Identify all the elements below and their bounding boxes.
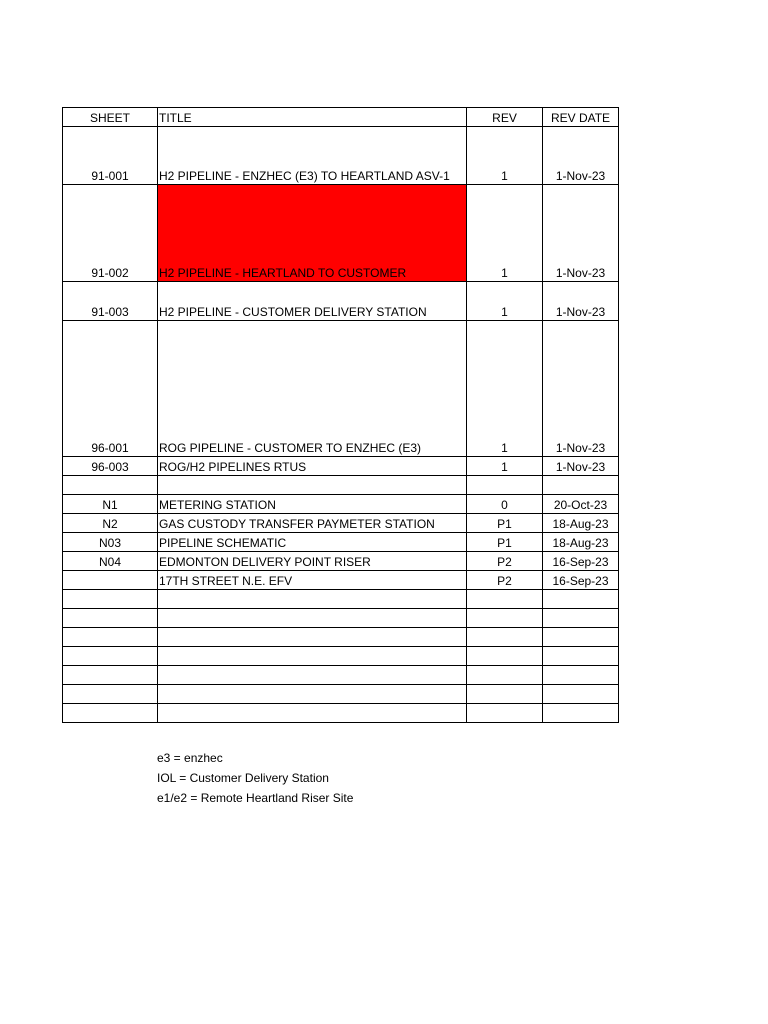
table-row — [63, 476, 619, 495]
cell-sheet — [63, 647, 158, 666]
cell-title — [158, 590, 467, 609]
header-rev: REV — [467, 108, 543, 127]
cell-sheet: 91-003 — [63, 282, 158, 321]
cell-rev — [467, 704, 543, 723]
cell-title: H2 PIPELINE - CUSTOMER DELIVERY STATION — [158, 282, 467, 321]
cell-sheet: N2 — [63, 514, 158, 533]
cell-rev-date — [543, 685, 619, 704]
cell-title — [158, 685, 467, 704]
header-sheet: SHEET — [63, 108, 158, 127]
table-row — [63, 514, 619, 533]
cell-sheet: 91-001 — [63, 127, 158, 185]
cell-rev-date: 20-Oct-23 — [543, 495, 619, 514]
cell-sheet — [63, 476, 158, 495]
note-line: IOL = Customer Delivery Station — [157, 771, 329, 785]
cell-rev-date: 18-Aug-23 — [543, 514, 619, 533]
table-row-highlighted — [63, 185, 619, 282]
table-row — [63, 127, 619, 185]
sheet-index-table — [62, 107, 619, 723]
cell-rev — [467, 590, 543, 609]
cell-rev-date: 18-Aug-23 — [543, 533, 619, 552]
cell-title — [158, 704, 467, 723]
header-row — [63, 108, 619, 127]
cell-rev: 0 — [467, 495, 543, 514]
note-line: e1/e2 = Remote Heartland Riser Site — [157, 791, 354, 805]
cell-sheet: 91-002 — [63, 185, 158, 282]
cell-rev — [467, 666, 543, 685]
table-row — [63, 552, 619, 571]
cell-sheet: N04 — [63, 552, 158, 571]
cell-rev-date — [543, 628, 619, 647]
cell-title — [158, 666, 467, 685]
cell-title — [158, 476, 467, 495]
header-title: TITLE — [158, 108, 467, 127]
cell-rev — [467, 628, 543, 647]
cell-sheet: N1 — [63, 495, 158, 514]
cell-rev-date: 1-Nov-23 — [543, 282, 619, 321]
cell-rev: P1 — [467, 533, 543, 552]
cell-rev-date: 1-Nov-23 — [543, 457, 619, 476]
cell-sheet — [63, 666, 158, 685]
table-row — [63, 321, 619, 457]
cell-sheet — [63, 628, 158, 647]
legend-notes — [157, 750, 353, 810]
cell-title: METERING STATION — [158, 495, 467, 514]
header-rev-date: REV DATE — [543, 108, 619, 127]
table-row — [63, 609, 619, 628]
cell-rev-date — [543, 704, 619, 723]
cell-rev-date: 16-Sep-23 — [543, 571, 619, 590]
cell-sheet: 96-001 — [63, 321, 158, 457]
table-row — [63, 533, 619, 552]
cell-rev-date: 16-Sep-23 — [543, 552, 619, 571]
cell-sheet — [63, 685, 158, 704]
table-row — [63, 647, 619, 666]
cell-rev — [467, 476, 543, 495]
cell-rev: 1 — [467, 457, 543, 476]
cell-rev: 1 — [467, 282, 543, 321]
cell-rev: P2 — [467, 571, 543, 590]
cell-title: GAS CUSTODY TRANSFER PAYMETER STATION — [158, 514, 467, 533]
table-row — [63, 704, 619, 723]
cell-rev-date — [543, 590, 619, 609]
cell-title: 17TH STREET N.E. EFV — [158, 571, 467, 590]
cell-title — [158, 647, 467, 666]
cell-sheet: 96-003 — [63, 457, 158, 476]
cell-rev: 1 — [467, 321, 543, 457]
table-row — [63, 666, 619, 685]
cell-rev: 1 — [467, 185, 543, 282]
table-row — [63, 571, 619, 590]
cell-title: H2 PIPELINE - ENZHEC (E3) TO HEARTLAND ASV-1 — [158, 127, 467, 185]
cell-sheet — [63, 571, 158, 590]
cell-title: PIPELINE SCHEMATIC — [158, 533, 467, 552]
cell-title: EDMONTON DELIVERY POINT RISER — [158, 552, 467, 571]
cell-title-highlighted: H2 PIPELINE - HEARTLAND TO CUSTOMER — [158, 185, 467, 282]
cell-title: ROG/H2 PIPELINES RTUS — [158, 457, 467, 476]
cell-rev: 1 — [467, 127, 543, 185]
cell-rev-date — [543, 609, 619, 628]
table-row — [63, 628, 619, 647]
cell-rev-date: 1-Nov-23 — [543, 321, 619, 457]
cell-rev-date — [543, 476, 619, 495]
cell-sheet — [63, 704, 158, 723]
table-row — [63, 590, 619, 609]
cell-rev-date — [543, 666, 619, 685]
cell-rev: P2 — [467, 552, 543, 571]
cell-sheet: N03 — [63, 533, 158, 552]
table-row — [63, 685, 619, 704]
cell-title — [158, 628, 467, 647]
note-line: e3 = enzhec — [157, 751, 223, 765]
table-row — [63, 282, 619, 321]
cell-rev-date — [543, 647, 619, 666]
cell-sheet — [63, 609, 158, 628]
cell-rev — [467, 647, 543, 666]
cell-rev-date: 1-Nov-23 — [543, 127, 619, 185]
table-row — [63, 495, 619, 514]
cell-title — [158, 609, 467, 628]
cell-rev: P1 — [467, 514, 543, 533]
table-row — [63, 457, 619, 476]
cell-rev-date: 1-Nov-23 — [543, 185, 619, 282]
cell-rev — [467, 609, 543, 628]
cell-sheet — [63, 590, 158, 609]
cell-rev — [467, 685, 543, 704]
cell-title: ROG PIPELINE - CUSTOMER TO ENZHEC (E3) — [158, 321, 467, 457]
